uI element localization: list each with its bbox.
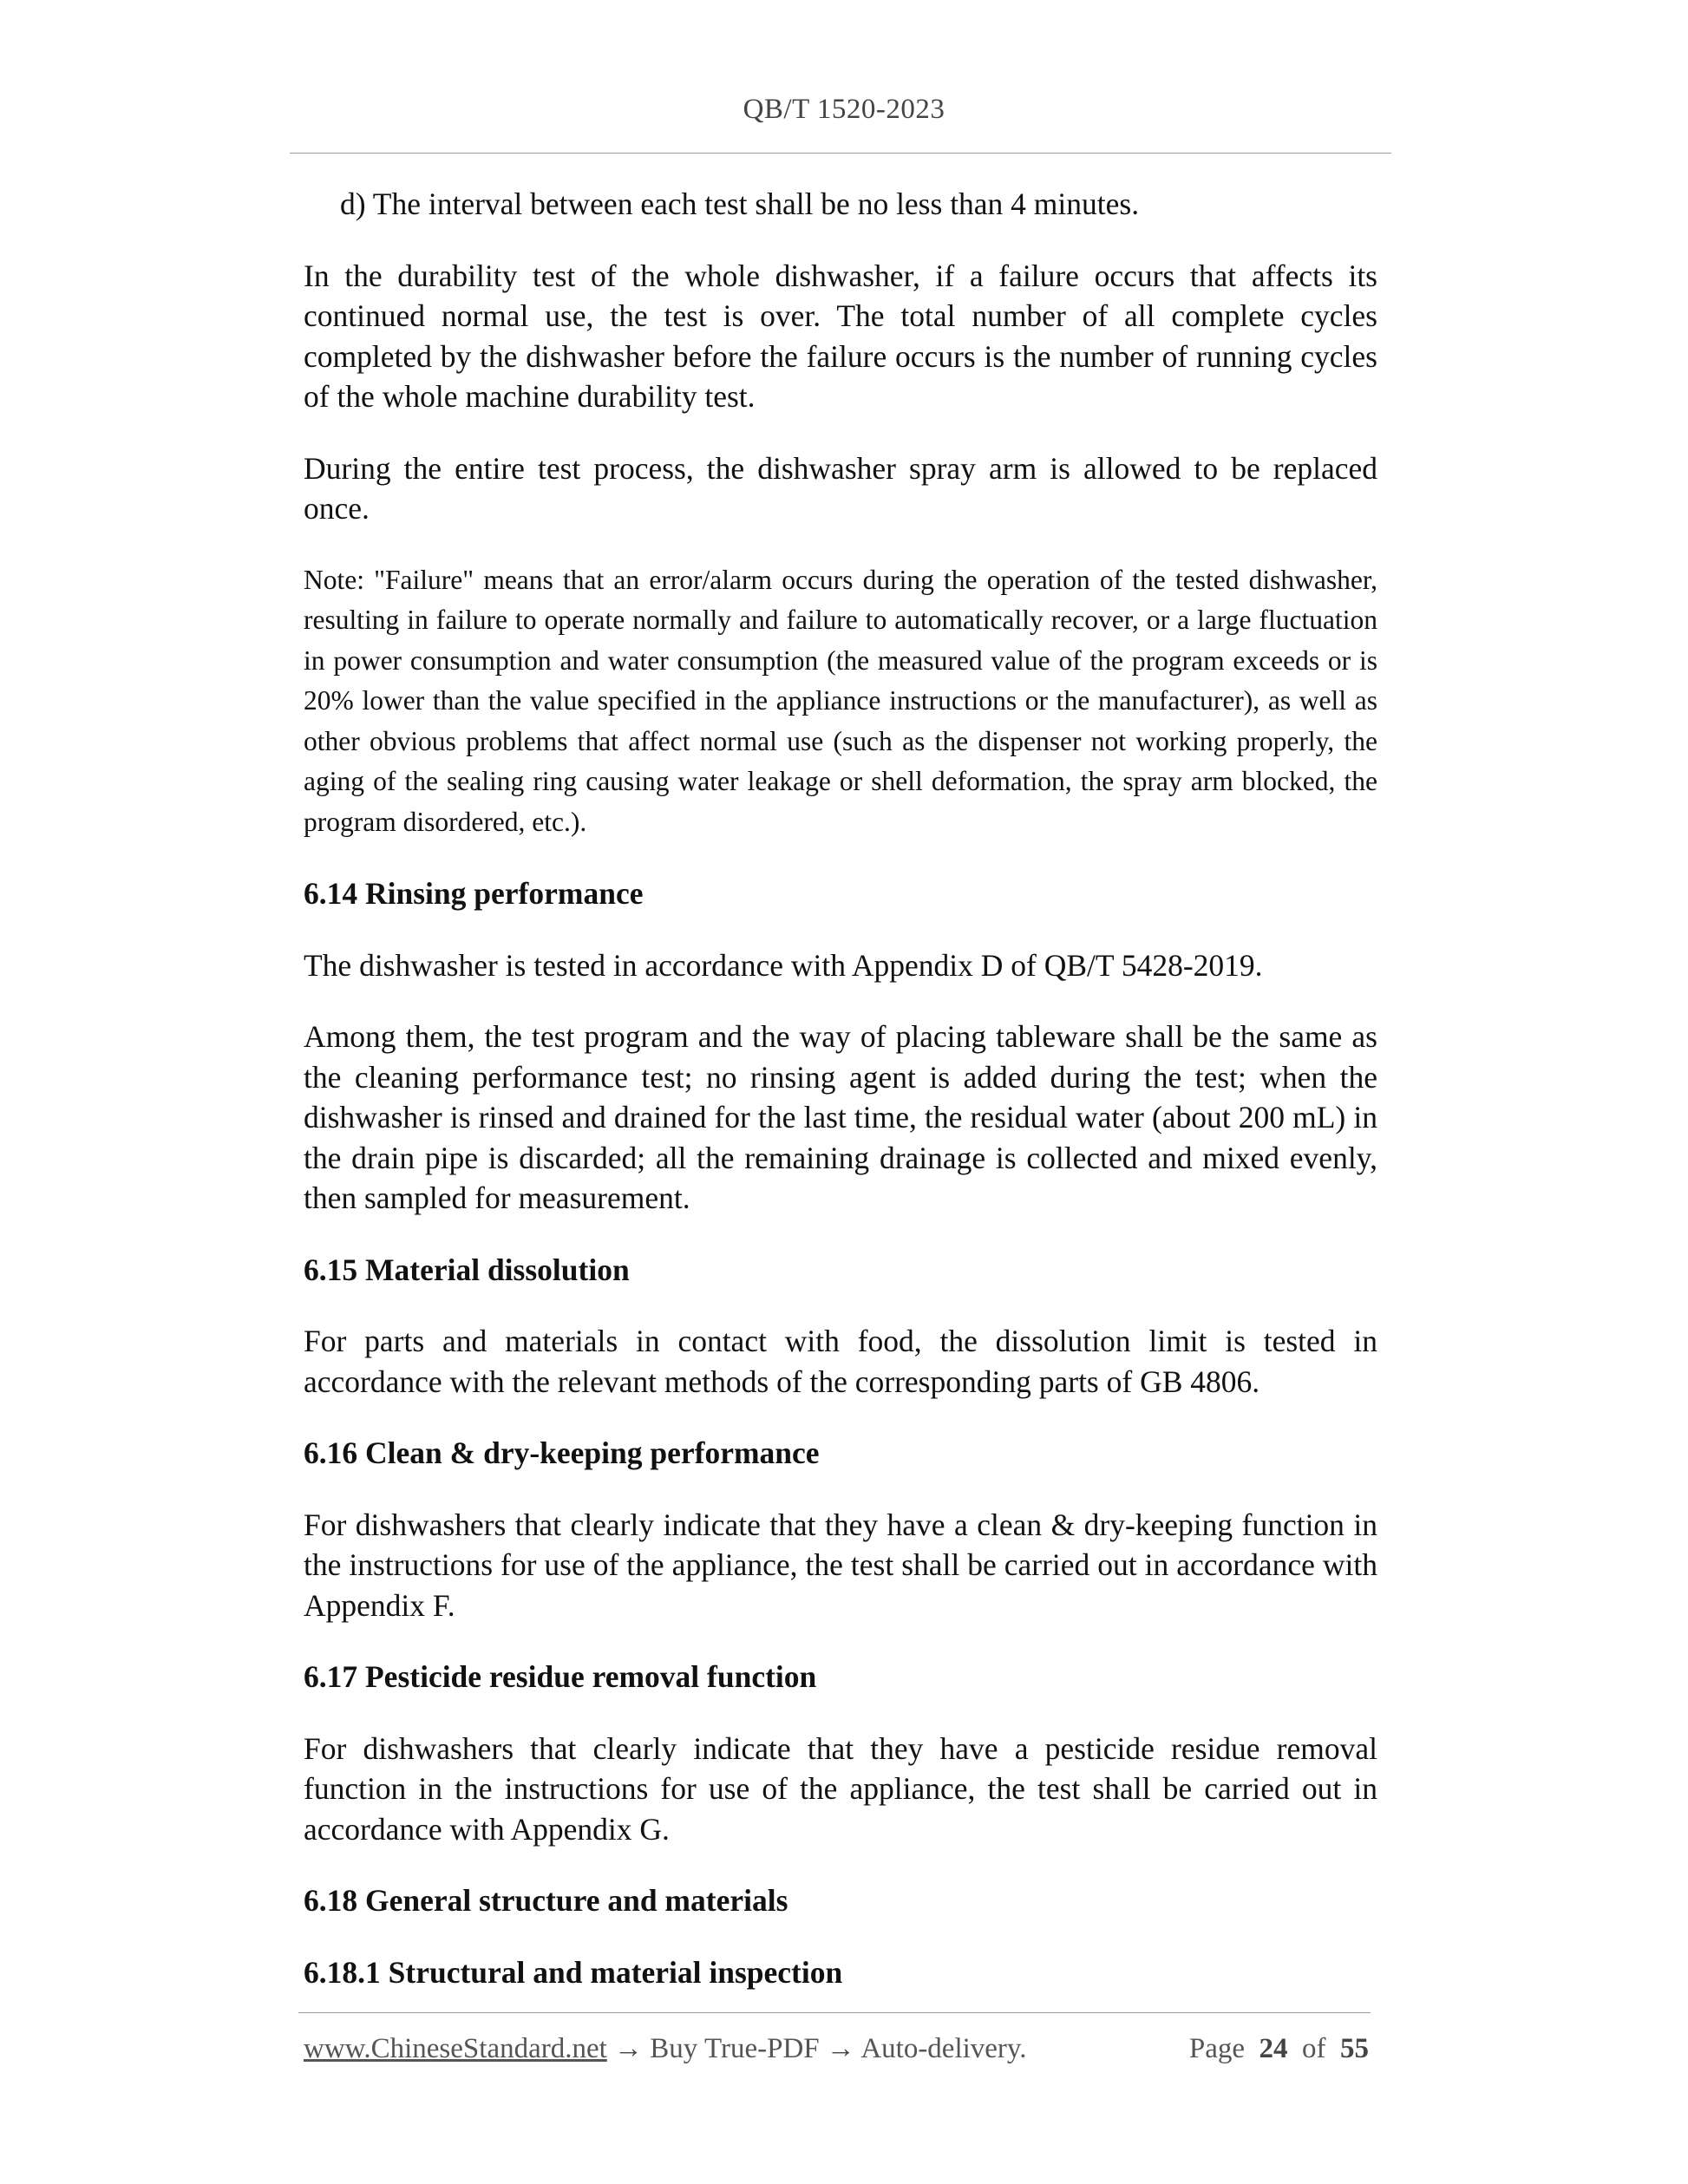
section-heading-6-18: 6.18 General structure and materials	[304, 1883, 788, 1918]
list-item-d: d) The interval between each test shall be no less than 4 minutes.	[340, 186, 1140, 221]
auto-delivery-text: Auto-delivery.	[860, 2033, 1027, 2064]
paragraph-6-17: For dishwashers that clearly indicate that they have a pesticide residue removal function in the instructions for use of the appliance, the test shall be carried out in accordance with Appendix G.	[304, 1730, 1377, 1847]
arrow-right-icon: →	[826, 2033, 855, 2064]
section-heading-6-16: 6.16 Clean & dry-keeping performance	[304, 1435, 820, 1470]
arrow-right-icon: →	[614, 2033, 644, 2064]
page-indicator	[1189, 2033, 1369, 2065]
paragraph-6-16: For dishwashers that clearly indicate that they have a clean & dry-keeping function in the instructions for use of the appliance, the test shall be carried out in accordance with Appendix F.	[304, 1507, 1377, 1623]
buy-true-pdf-text: Buy True-PDF	[650, 2033, 820, 2064]
section-heading-6-18-1: 6.18.1 Structural and material inspection	[304, 1954, 843, 1990]
site-link[interactable]: www.ChineseStandard.net	[304, 2033, 607, 2064]
of-word: of	[1302, 2033, 1326, 2064]
paragraph-spray-arm: During the entire test process, the dishwasher spray arm is allowed to be replaced once.	[304, 450, 1377, 526]
section-heading-6-14: 6.14 Rinsing performance	[304, 876, 644, 911]
header-divider	[290, 153, 1391, 154]
note-failure: Note: "Failure" means that an error/alarm occurs during the operation of the tested dishwasher, resulting in failure to operate normally and failure to automatically recover, or a large fluctuation in power consumption and water consumption (the measured value of the program exceeds or is 20% lower than the value specified in the appliance instructions or the manufacturer), as well as other obvious problems that affect normal use (such as the dispenser not working properly, the aging of the sealing ring causing water leakage or shell deformation, the spray arm blocked, the program disordered, etc.).	[304, 564, 1377, 837]
footer-left	[304, 2033, 1027, 2065]
paragraph-6-14-a: The dishwasher is tested in accordance with Appendix D of QB/T 5428-2019.	[304, 947, 1263, 983]
section-heading-6-15: 6.15 Material dissolution	[304, 1252, 630, 1287]
page-header: QB/T 1520-2023	[743, 94, 945, 125]
footer-divider	[298, 2012, 1371, 2013]
page-footer	[304, 2033, 1369, 2065]
paragraph-6-15: For parts and materials in contact with food, the dissolution limit is tested in accordance with the relevant methods of the corresponding parts of GB 4806.	[304, 1324, 1377, 1399]
paragraph-durability: In the durability test of the whole dishwasher, if a failure occurs that affects its continued normal use, the test is over. The total number of all complete cycles completed by the dishwasher before the failure occurs is the number of running cycles of the whole machine durability test.	[304, 258, 1377, 414]
document-body	[304, 184, 1377, 2024]
page-total: 55	[1340, 2033, 1369, 2064]
page-word: Page	[1188, 2033, 1245, 2064]
page-current: 24	[1259, 2033, 1288, 2064]
paragraph-6-14-b: Among them, the test program and the way of placing tableware shall be the same as the cleaning performance test; no rinsing agent is added during the test; when the dishwasher is rinsed and drained for the last time, the residual water (about 200 mL) in the drain pipe is discarded; all the remaining drainage is collected and mixed evenly, then sampled for measurement.	[304, 1019, 1377, 1215]
section-heading-6-17: 6.17 Pesticide residue removal function	[304, 1659, 817, 1694]
